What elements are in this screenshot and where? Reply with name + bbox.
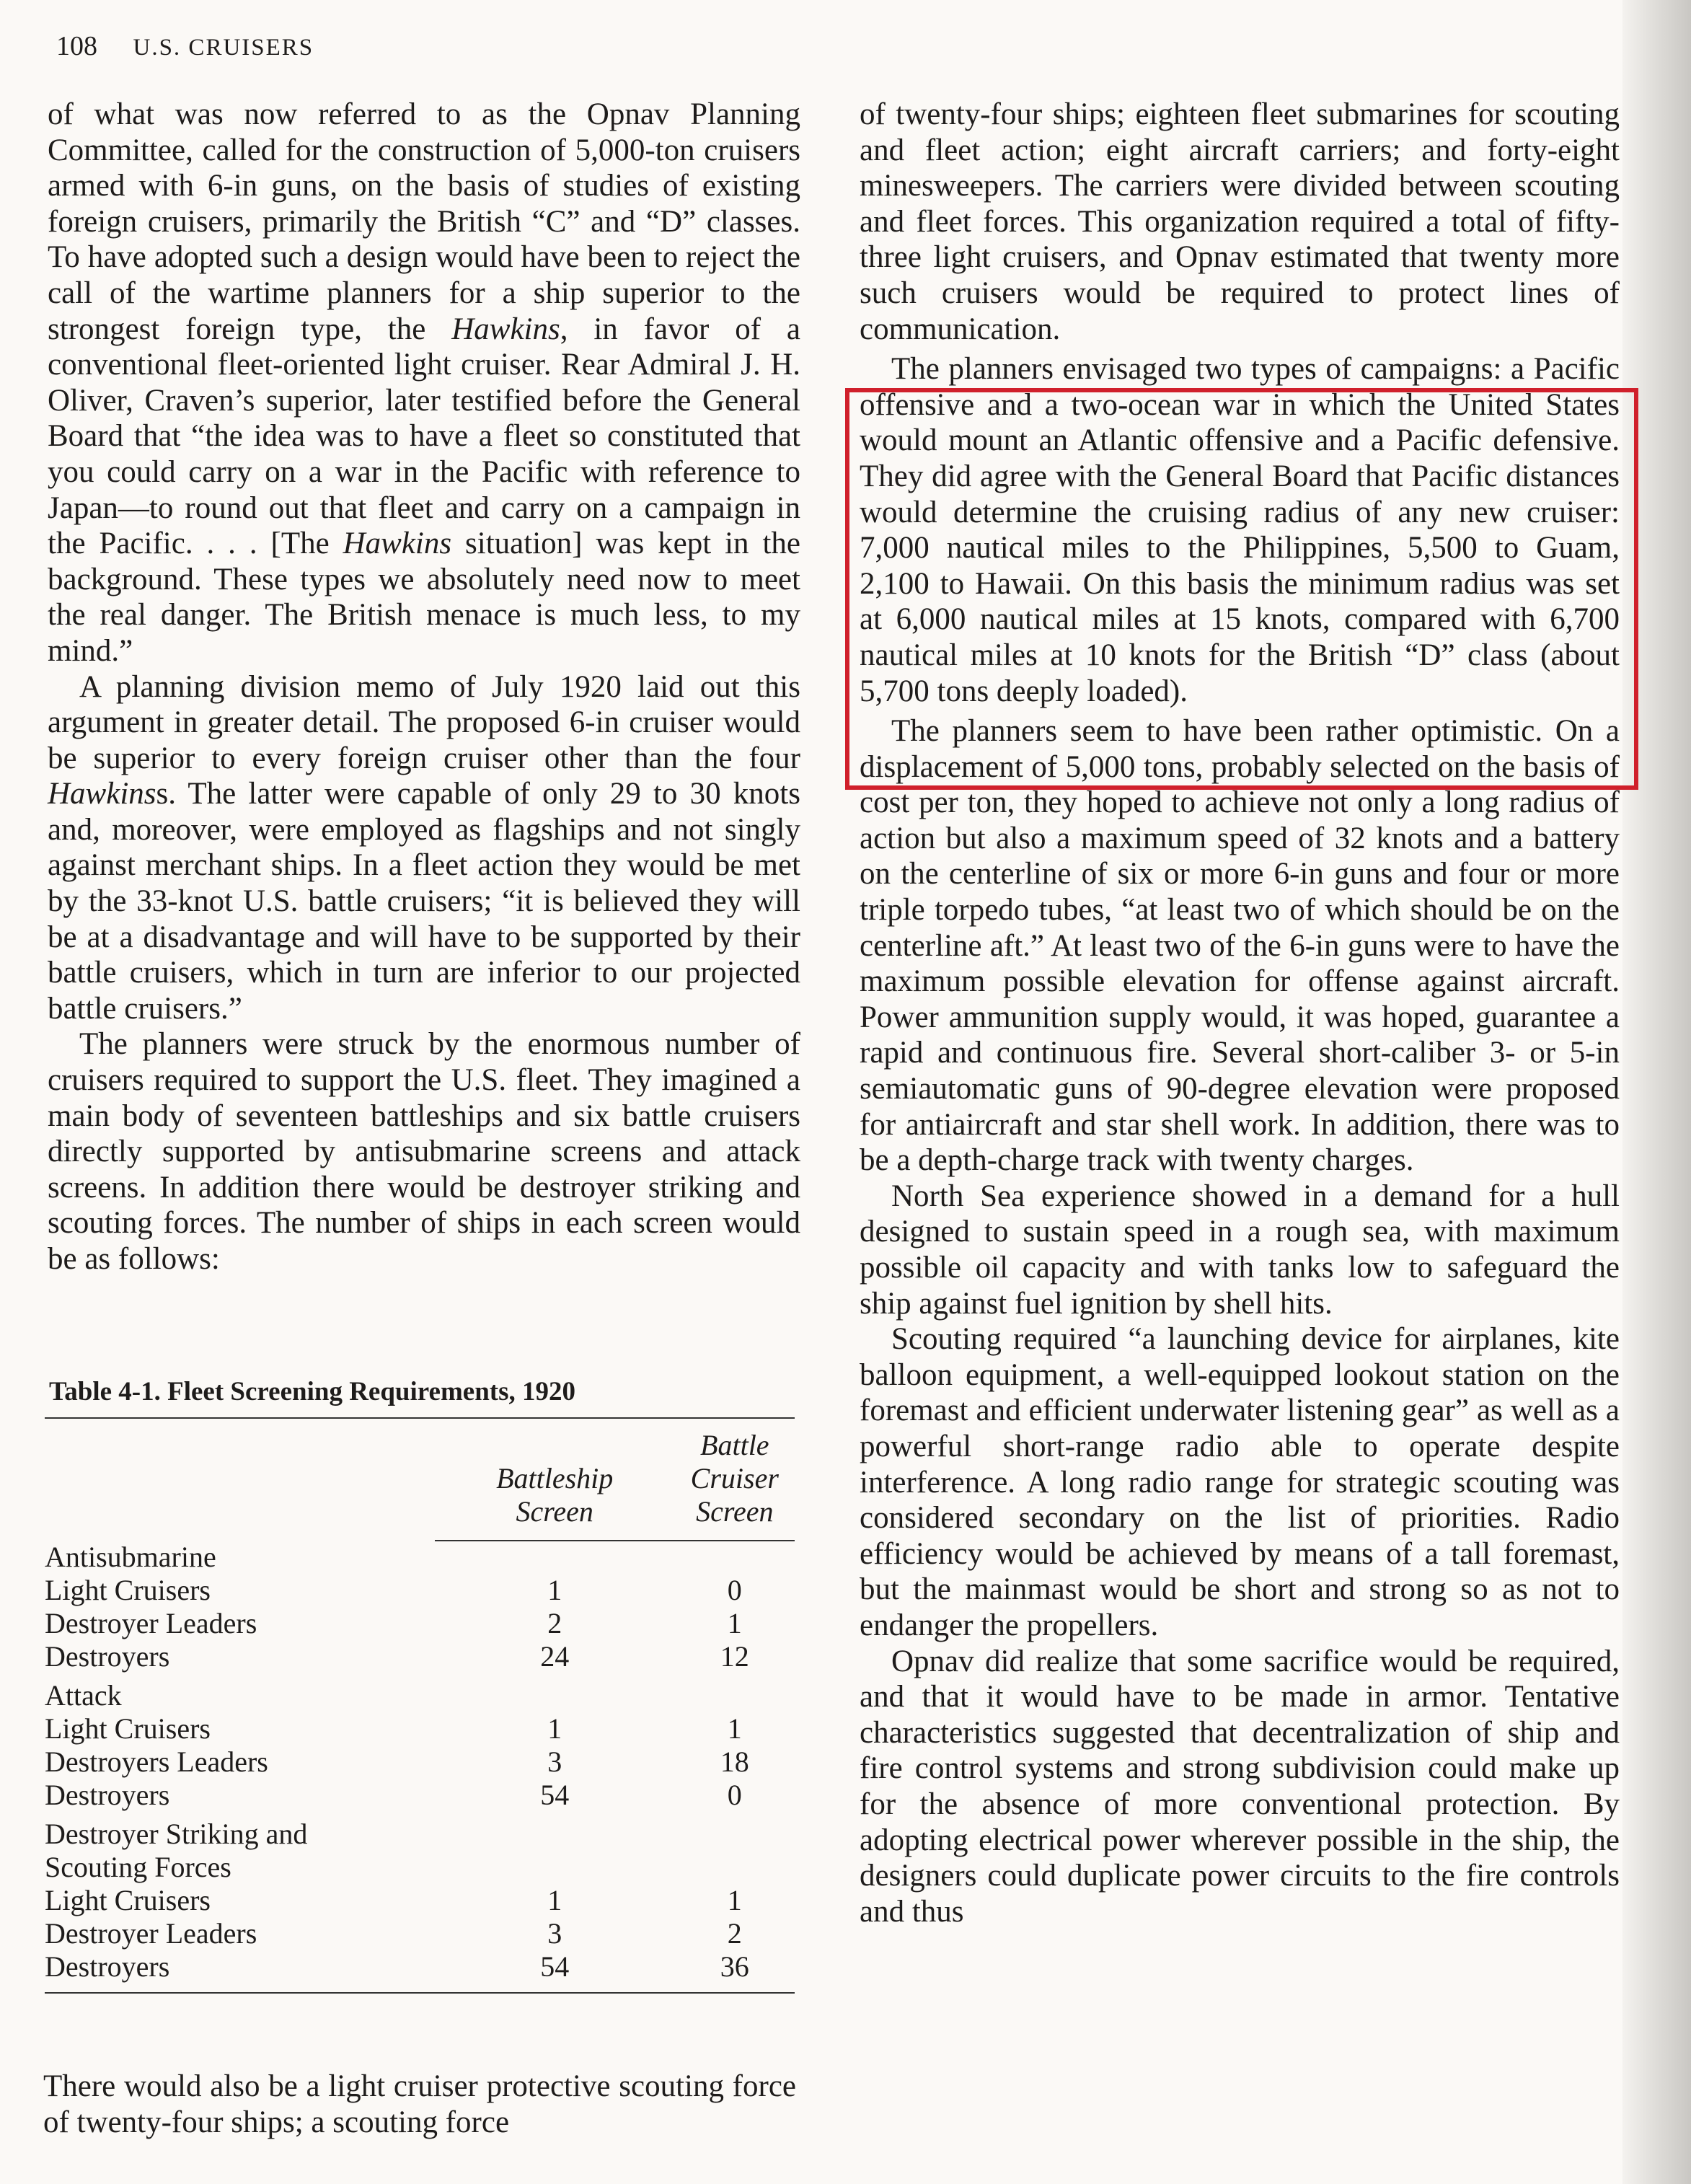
group-label: Antisubmarine — [45, 1541, 216, 1573]
row-label: Destroyer Leaders — [45, 1917, 257, 1950]
cell-battleship: 1 — [547, 1884, 562, 1916]
cell-battle-cruiser: 1 — [727, 1607, 742, 1639]
cell-battle-cruiser: 36 — [675, 1950, 795, 1993]
cell-battleship: 24 — [540, 1640, 570, 1673]
right-paragraph-1: of twenty-four ships; eighteen fleet submarines for scouting and fleet action; eight aircraft carriers; and forty-eight minesweepers. The carriers were divided between scouting and fleet forces. This organization required a total of fifty-three light cruisers, and Opnav estimated that twenty more such cruisers would be required to protect lines of communication. — [860, 97, 1620, 346]
cell-battle-cruiser: 2 — [727, 1917, 742, 1950]
running-head — [56, 30, 314, 62]
group-label: Destroyer Striking and Scouting Forces — [45, 1818, 308, 1883]
right-paragraph-2-highlighted: The planners envisaged two types of campaigns: a Pacific offensive and a two-ocean war in which the United States would mount an Atlantic offensive and a Pacific defensive. They did agree with the General Board that Pacific distances would determine the cruising radius of any new cruiser: 7,000 nautical miles to the Philippines, 5,500 to Guam, 2,100 to Hawaii. On this basis the minimum radius was set at 6,000 nautical miles at 15 knots, compared with 6,700 nautical miles at 10 knots for the British “D” class (about 5,700 tons deeply loaded). — [860, 352, 1620, 708]
cell-battle-cruiser: 0 — [727, 1779, 742, 1811]
cell-battle-cruiser: 18 — [720, 1745, 749, 1778]
right-column — [860, 97, 1620, 1929]
cell-battleship: 3 — [547, 1745, 562, 1778]
right-paragraph-4: North Sea experience showed in a demand for a hull designed to sustain speed in a rough sea, with maximum possible oil capacity and with tanks low to safeguard the ship against fuel ignition by shell hits. — [860, 1179, 1620, 1321]
cell-battle-cruiser: 12 — [720, 1640, 749, 1673]
left-column — [48, 97, 800, 1277]
row-label: Light Cruisers — [45, 1574, 211, 1606]
col-header-battleship: Battleship Screen — [435, 1419, 675, 1541]
row-label: Light Cruisers — [45, 1884, 211, 1916]
cell-battleship: 54 — [435, 1950, 675, 1993]
cell-battleship: 54 — [540, 1779, 570, 1811]
cell-battleship: 3 — [547, 1917, 562, 1950]
cell-battle-cruiser: 0 — [727, 1574, 742, 1606]
cell-battle-cruiser: 1 — [727, 1712, 742, 1745]
row-label: Destroyers Leaders — [45, 1745, 268, 1778]
left-paragraph-2: A planning division memo of July 1920 laid out this argument in greater detail. The proposed 6-in cruiser would be superior to every foreign cruiser other than the four Hawkinss. The latter were capable of only 29 to 30 knots and, moreover, were employed as flagships and not singly against merchant ships. In a fleet action they would be met by the 33-knot U.S. battle cruisers; “it is believed they will be at a disadvantage and will have to be supported by their battle cruisers, which in turn are inferior to our projected battle cruisers.” — [48, 669, 800, 1026]
left-paragraph-1: of what was now referred to as the Opnav Planning Committee, called for the construction of 5,000-ton cruisers armed with 6-in guns, on the basis of studies of existing foreign cruisers, primarily the British “C” and “D” classes. To have adopted such a design would have been to reject the call of the wartime planners for a ship superior to the strongest foreign type, the Hawkins, in favor of a conventional fleet-oriented light cruiser. Rear Admiral J. H. Oliver, Craven’s superior, later testified before the General Board that “the idea was to have a fleet so constituted that you could carry on a war in the Pacific with reference to Japan—to round out that fleet and carry on a campaign in the Pacific. . . . [The Hawkins situation] was kept in the background. These types we absolutely need now to meet the real danger. The British menace is much less, to my mind.” — [48, 97, 801, 668]
col-header-battle-cruiser: Battle Cruiser Screen — [675, 1419, 795, 1541]
left-paragraph-4: There would also be a light cruiser protective scouting force of twenty-four ships; a scouting force — [43, 2069, 796, 2139]
page-number: 108 — [56, 31, 97, 61]
right-paragraph-6: Opnav did realize that some sacrifice would be required, and that it would have to be made in armor. Tentative characteristics suggested that decentralization of ship and fire control systems and strong subdivision could make up for the absence of more conventional protection. By adopting electrical power wherever possible in the ship, the designers could duplicate power circuits to the fire controls and thus — [860, 1644, 1620, 1929]
screening-table — [45, 1419, 795, 1994]
left-paragraph-3: The planners were struck by the enormous number of cruisers required to support the U.S. fleet. They imagined a main body of seventeen battleships and six battle cruisers directly supported by antisubmarine screens and attack screens. In addition there would be destroyer striking and scouting forces. The number of ships in each screen would be as follows: — [48, 1027, 800, 1276]
table-caption: Table 4-1. Fleet Screening Requirements, 1920 — [49, 1377, 576, 1406]
right-paragraph-5: Scouting required “a launching device for airplanes, kite balloon equipment, a well-equipped lookout station on the foremast and efficient underwater listening gear” as well as a powerful short-range radio able to operate despite interference. A long radio range for strategic scouting was considered secondary on the list of priorities. Radio efficiency would be achieved by means of a tall foremast, but the mainmast would be short and strong so as not to endanger the propellers. — [860, 1322, 1620, 1642]
row-label: Destroyers — [45, 1950, 435, 1993]
row-label: Destroyer Leaders — [45, 1607, 257, 1639]
page-edge-shadow — [1622, 0, 1691, 2184]
row-label: Destroyers — [45, 1779, 170, 1811]
cell-battleship: 1 — [547, 1712, 562, 1745]
cell-battleship: 1 — [547, 1574, 562, 1606]
fleet-screening-table — [45, 1376, 795, 1994]
row-label: Light Cruisers — [45, 1712, 211, 1745]
cell-battle-cruiser: 1 — [727, 1884, 742, 1916]
row-label: Destroyers — [45, 1640, 170, 1673]
group-label: Attack — [45, 1679, 122, 1712]
right-paragraph-3: The planners seem to have been rather optimistic. On a displacement of 5,000 tons, probably selected on the basis of cost per ton, they hoped to achieve not only a long radius of action but also a maximum speed of 32 knots and a battery on the centerline of six or more 6-in guns and four or more triple torpedo tubes, “at least two of which should be on the centerline aft.” At least two of the 6-in guns were to have the maximum possible elevation for offense against aircraft. Power ammunition supply would, it was hoped, guarantee a rapid and continuous fire. Several short-caliber 3- or 5-in semiautomatic guns of 90-degree elevation were proposed for antiaircraft and star shell work. In addition, there was to be a depth-charge track with twenty charges. — [860, 714, 1620, 1178]
cell-battleship: 2 — [547, 1607, 562, 1639]
running-title: U.S. CRUISERS — [133, 35, 314, 61]
left-after-table — [43, 2069, 796, 2140]
